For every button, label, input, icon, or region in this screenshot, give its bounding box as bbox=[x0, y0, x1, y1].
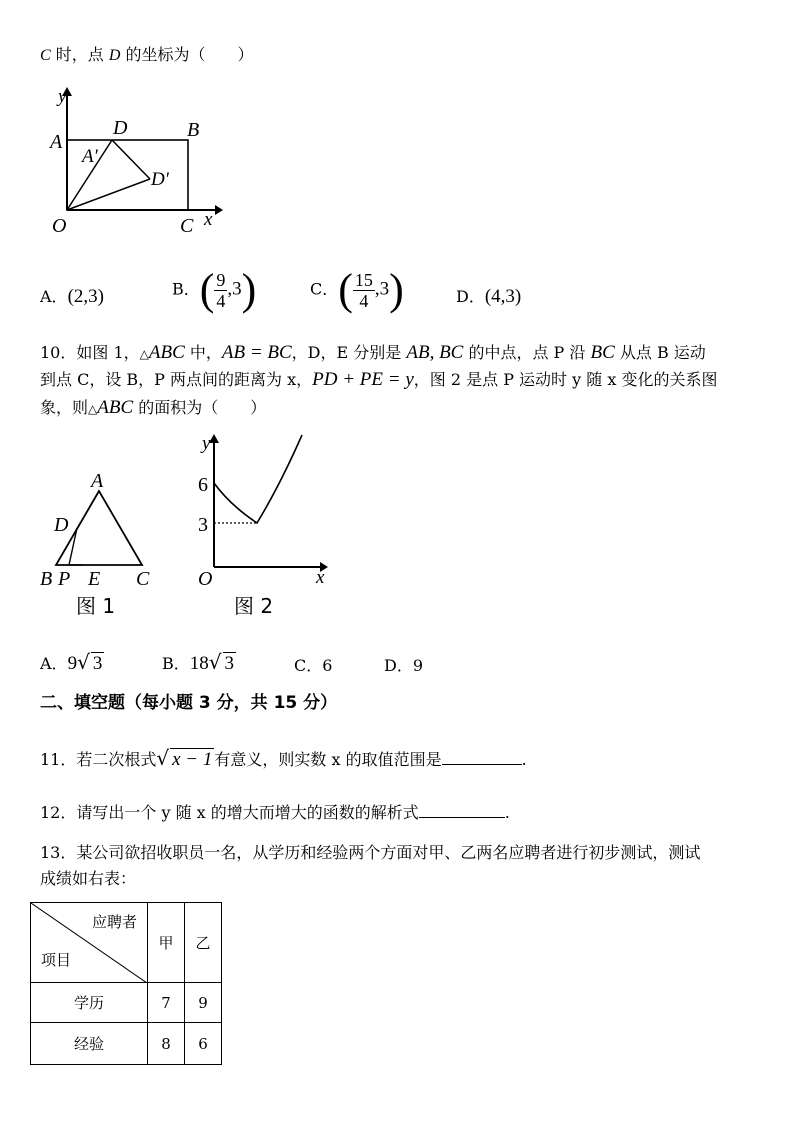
label-A: A bbox=[91, 470, 104, 492]
label-y: y bbox=[202, 433, 211, 454]
label-A-prime: A′ bbox=[82, 146, 98, 167]
label-y: y bbox=[58, 86, 67, 107]
fraction: $\frac{15}{4}$ bbox=[354, 269, 373, 311]
label-x: x bbox=[204, 209, 213, 230]
q9-option-a[interactable]: A．(2,3) bbox=[40, 286, 104, 307]
diagonal-header-cell bbox=[31, 903, 148, 983]
tick-label-6: 6 bbox=[198, 474, 208, 496]
header-item: 项目 bbox=[41, 951, 72, 969]
cell-value: 8 bbox=[148, 1023, 185, 1065]
cell-value: 9 bbox=[185, 983, 222, 1023]
label-O: O bbox=[52, 215, 67, 237]
fraction: $\frac{9}{4}$ bbox=[216, 269, 226, 311]
answer-blank[interactable] bbox=[419, 817, 505, 818]
segment-DD1 bbox=[112, 140, 150, 179]
label-O: O bbox=[198, 568, 213, 590]
label-D-prime: D′ bbox=[151, 169, 169, 190]
section-title: 二、填空题（每小题 3 分，共 15 分） bbox=[40, 693, 338, 713]
y-axis-arrow-icon bbox=[209, 434, 219, 443]
q9-stem-tail: C 时，点 D 的坐标为（ ） bbox=[40, 45, 254, 64]
cell-value: 6 bbox=[185, 1023, 222, 1065]
q9-option-c[interactable]: C．( $\frac{15}{4}$ ,3) bbox=[310, 265, 404, 314]
q10-figure-1-triangle bbox=[36, 465, 166, 620]
q10-option-c[interactable]: C．6 bbox=[294, 656, 333, 675]
q10-figure-2-graph bbox=[192, 425, 337, 620]
label-P: P bbox=[58, 568, 71, 590]
label-B: B bbox=[40, 568, 53, 590]
label-E: E bbox=[88, 568, 101, 590]
q10-option-d[interactable]: D．9 bbox=[384, 656, 424, 675]
x-axis-arrow-icon bbox=[215, 205, 223, 215]
label-D: D bbox=[113, 117, 128, 139]
tick-label-3: 3 bbox=[198, 514, 208, 536]
function-curve bbox=[214, 435, 302, 523]
q11-stem: 11．若二次根式√ x − 1 有意义，则实数 x 的取值范围是 . bbox=[40, 746, 527, 770]
label-C: C bbox=[136, 568, 150, 590]
answer-blank[interactable] bbox=[442, 764, 522, 765]
q9-option-b[interactable]: B．( $\frac{9}{4}$ ,3) bbox=[172, 265, 257, 314]
q12-stem: 12．请写出一个 y 随 x 的增大而增大的函数的解析式 . bbox=[40, 803, 510, 822]
q13-line1: 13．某公司欲招收职员一名，从学历和经验两个方面对甲、乙两名应聘者进行初步测试，测试 bbox=[40, 843, 701, 862]
q10-option-a[interactable]: A．9√ 3 bbox=[40, 650, 103, 674]
col-header-yi: 乙 bbox=[185, 903, 222, 983]
row-label: 经验 bbox=[31, 1023, 148, 1065]
triangle-ABC bbox=[56, 491, 142, 565]
table-row bbox=[31, 1023, 222, 1065]
label-B: B bbox=[187, 119, 200, 141]
q10-line1: 10．如图 1，△ABC 中，AB = BC，D，E 分别是 AB, BC 的中点，点 P 沿 BC 从点 B 运动 bbox=[40, 342, 706, 363]
figure-2-caption: 图 2 bbox=[234, 594, 274, 618]
label-D: D bbox=[54, 514, 69, 536]
q9-rectangle-figure bbox=[40, 82, 230, 242]
table-row bbox=[31, 983, 222, 1023]
figure-1-caption: 图 1 bbox=[76, 594, 116, 618]
row-label: 学历 bbox=[31, 983, 148, 1023]
q10-line3: 象，则△ABC 的面积为（ ） bbox=[40, 397, 267, 418]
cell-value: 7 bbox=[148, 983, 185, 1023]
segment-DP bbox=[69, 528, 77, 565]
label-C: C bbox=[180, 215, 194, 237]
q9-option-d[interactable]: D．(4,3) bbox=[456, 286, 522, 307]
segment-OD1 bbox=[67, 179, 150, 210]
q13-line2: 成绩如右表： bbox=[40, 869, 137, 888]
col-header-jia: 甲 bbox=[148, 903, 185, 983]
label-A: A bbox=[50, 131, 63, 153]
header-applicant: 应聘者 bbox=[91, 913, 137, 931]
label-x: x bbox=[316, 567, 325, 588]
score-table bbox=[30, 902, 222, 1065]
q10-option-b[interactable]: B．18√ 3 bbox=[162, 650, 235, 674]
q10-line2: 到点 C，设 B，P 两点间的距离为 x，PD + PE = y，图 2 是点 P 运动时 y 随 x 变化的关系图 bbox=[40, 369, 718, 390]
